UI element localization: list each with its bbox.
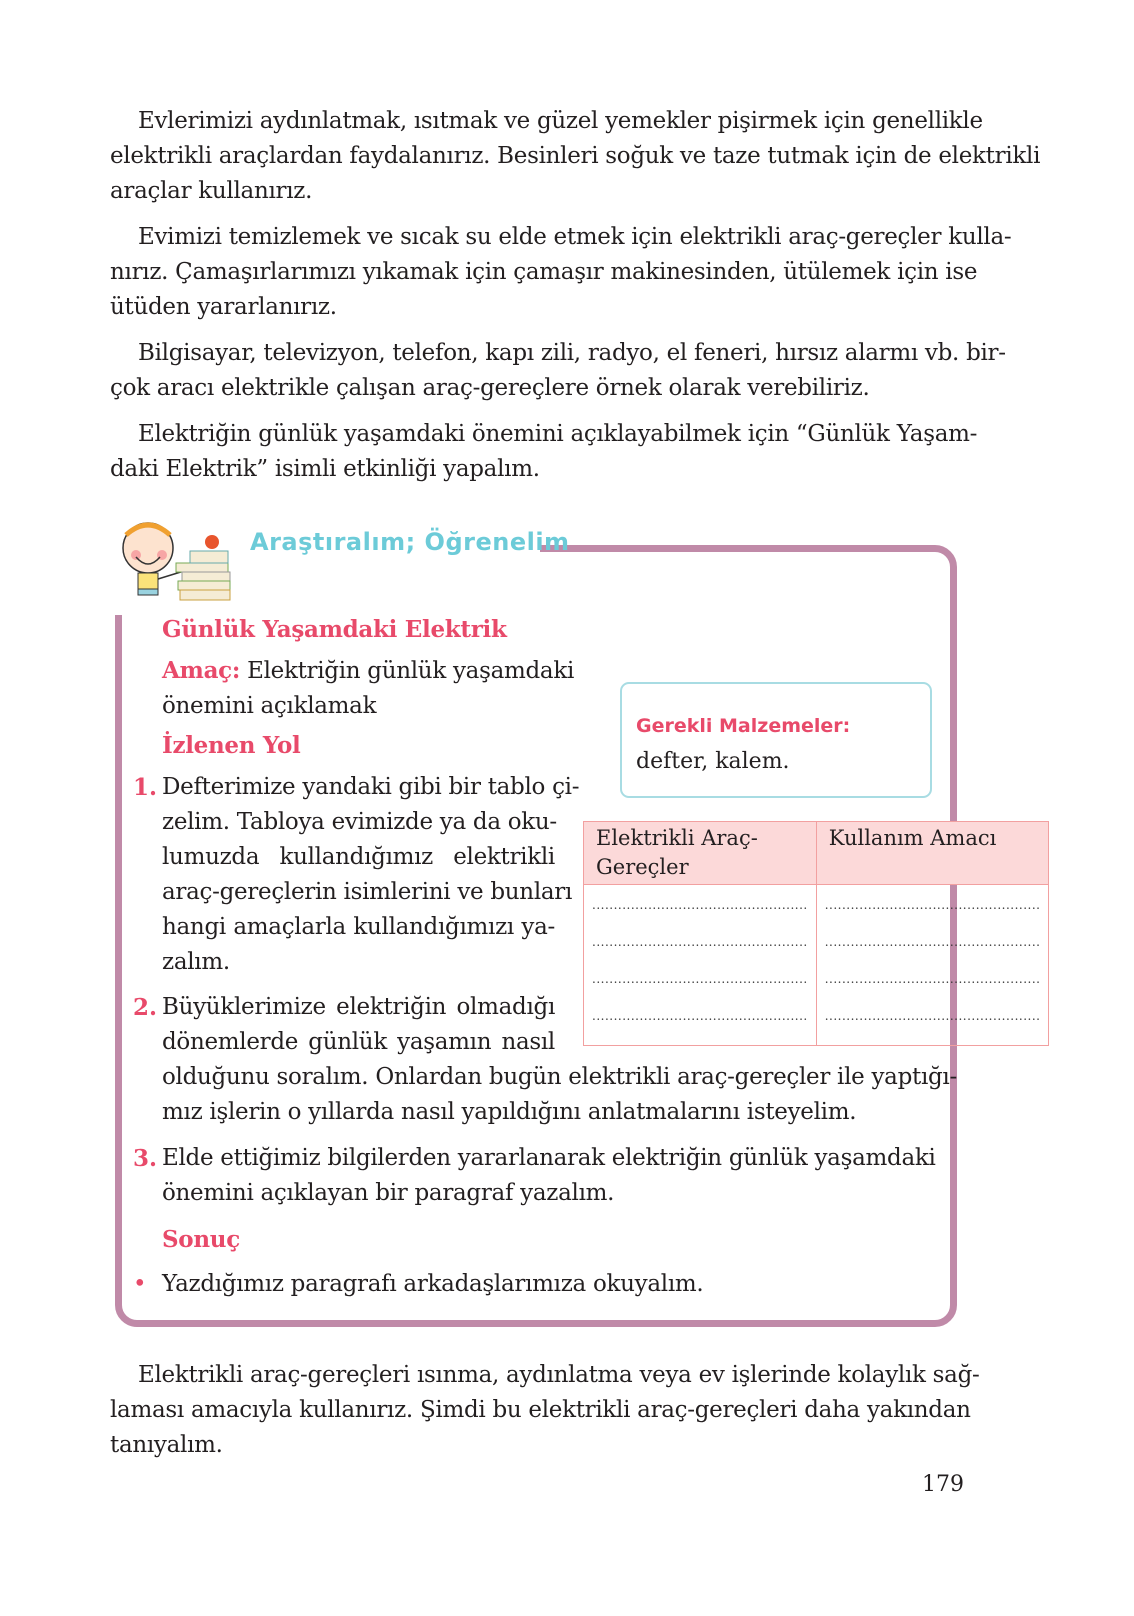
text-line: Evimizi temizlemek ve sıcak su elde etmek için elektrikli araç-gereçler kulla- bbox=[138, 224, 1012, 250]
step-3 bbox=[162, 1141, 936, 1211]
text-line: Elektriğin günlük yaşamdaki önemini açıklayabilmek için “Günlük Yaşam- bbox=[138, 421, 978, 447]
result-heading: Sonuç bbox=[162, 1226, 240, 1253]
aim-label: Amaç: bbox=[162, 657, 241, 684]
text-line: araç-gereçlerin isimlerini ve bunları bbox=[162, 879, 573, 905]
text-line: zelim. Tabloya evimizde ya da oku- bbox=[162, 809, 557, 835]
text-line: Bilgisayar, televizyon, telefon, kapı zili, radyo, el feneri, hırsız alarmı vb. bir- bbox=[138, 340, 1006, 366]
text-line: lumuzda kullandığımız elektrikli bbox=[162, 844, 555, 870]
text-line: dönemlerde günlük yaşamın nasıl bbox=[162, 1029, 555, 1055]
blank-line: .................................................. bbox=[824, 1009, 1041, 1023]
text-line: Defterimize yandaki gibi bir tablo çi- bbox=[162, 774, 580, 800]
text-line: araçlar kullanırız. bbox=[110, 178, 313, 204]
result-item: Yazdığımız paragrafı arkadaşlarımıza okuyalım. bbox=[162, 1271, 704, 1297]
aim-text: Elektriğin günlük yaşamdaki bbox=[247, 658, 575, 684]
aim-line: önemini açıklamak bbox=[162, 693, 377, 719]
text-line: Evlerimizi aydınlatmak, ısıtmak ve güzel yemekler pişirmek için genellikle bbox=[138, 108, 983, 134]
activity-title: Günlük Yaşamdaki Elektrik bbox=[162, 616, 507, 643]
blank-line: .................................................. bbox=[592, 1009, 808, 1023]
text-line: ütüden yararlanırız. bbox=[110, 294, 337, 320]
blank-line: .................................................. bbox=[824, 972, 1041, 986]
intro-paragraph-3 bbox=[110, 336, 1006, 406]
bullet-icon: • bbox=[133, 1271, 147, 1297]
text-line: mız işlerin o yıllarda nasıl yapıldığını anlatmalarını isteyelim. bbox=[162, 1099, 857, 1125]
text-line: elektrikli araçlardan faydalanırız. Besinleri soğuk ve taze tutmak için de elektrikli bbox=[110, 143, 1041, 169]
text-line: laması amacıyla kullanırız. Şimdi bu elektrikli araç-gereçleri daha yakından bbox=[110, 1397, 971, 1423]
text-line: Elektrikli araç-gereçleri ısınma, aydınlatma veya ev işlerinde kolaylık sağ- bbox=[138, 1362, 980, 1388]
page-number: 179 bbox=[922, 1472, 964, 1497]
step-number: 2. bbox=[133, 994, 158, 1021]
step-number: 1. bbox=[133, 774, 158, 801]
blank-line: .................................................. bbox=[592, 935, 808, 949]
blank-line: .................................................. bbox=[592, 972, 808, 986]
text-line: Elde ettiğimiz bilgilerden yararlanarak elektriğin günlük yaşamdaki bbox=[162, 1145, 936, 1171]
intro-paragraph-1 bbox=[110, 104, 1041, 209]
table-header-row bbox=[584, 822, 1049, 885]
blank-line: .................................................. bbox=[824, 898, 1041, 912]
text-line: önemini açıklayan bir paragraf yazalım. bbox=[162, 1180, 615, 1206]
text-line: daki Elektrik” isimli etkinliği yapalım. bbox=[110, 456, 540, 482]
devices-table bbox=[583, 821, 1049, 1046]
outro-paragraph bbox=[110, 1358, 980, 1463]
text-line: nırız. Çamaşırlarımızı yıkamak için çamaşır makinesinden, ütülemek için ise bbox=[110, 259, 978, 285]
step-number: 3. bbox=[133, 1145, 158, 1172]
column-header: Elektrikli Araç-Gereçler bbox=[584, 822, 817, 885]
table-cell[interactable] bbox=[816, 885, 1049, 1046]
intro-paragraph-4 bbox=[110, 417, 978, 487]
text-line: tanıyalım. bbox=[110, 1432, 223, 1458]
materials-text: defter, kalem. bbox=[636, 749, 790, 774]
blank-line: .................................................. bbox=[592, 898, 808, 912]
intro-paragraph-2 bbox=[110, 220, 1012, 325]
table-cell[interactable] bbox=[584, 885, 817, 1046]
text-line: zalım. bbox=[162, 949, 230, 975]
text-line: olduğunu soralım. Onlardan bugün elektrikli araç-gereçler ile yaptığı- bbox=[162, 1064, 957, 1090]
section-title: Araştıralım; Öğrenelim bbox=[250, 528, 570, 556]
materials-label: Gerekli Malzemeler: bbox=[636, 715, 851, 737]
text-line: Büyüklerimize elektriğin olmadığı bbox=[162, 994, 555, 1020]
step-1 bbox=[162, 770, 580, 980]
aim-line bbox=[162, 653, 575, 689]
materials-box bbox=[620, 682, 932, 798]
aim bbox=[162, 653, 575, 724]
child-with-books-illustration bbox=[112, 515, 237, 607]
column-header: Kullanım Amacı bbox=[816, 822, 1049, 885]
text-line: çok aracı elektrikle çalışan araç-gereçlere örnek olarak verebiliriz. bbox=[110, 375, 870, 401]
table-row bbox=[584, 885, 1049, 1046]
method-heading: İzlenen Yol bbox=[162, 732, 301, 759]
text-line: hangi amaçlarla kullandığımızı ya- bbox=[162, 914, 555, 940]
blank-line: .................................................. bbox=[824, 935, 1041, 949]
